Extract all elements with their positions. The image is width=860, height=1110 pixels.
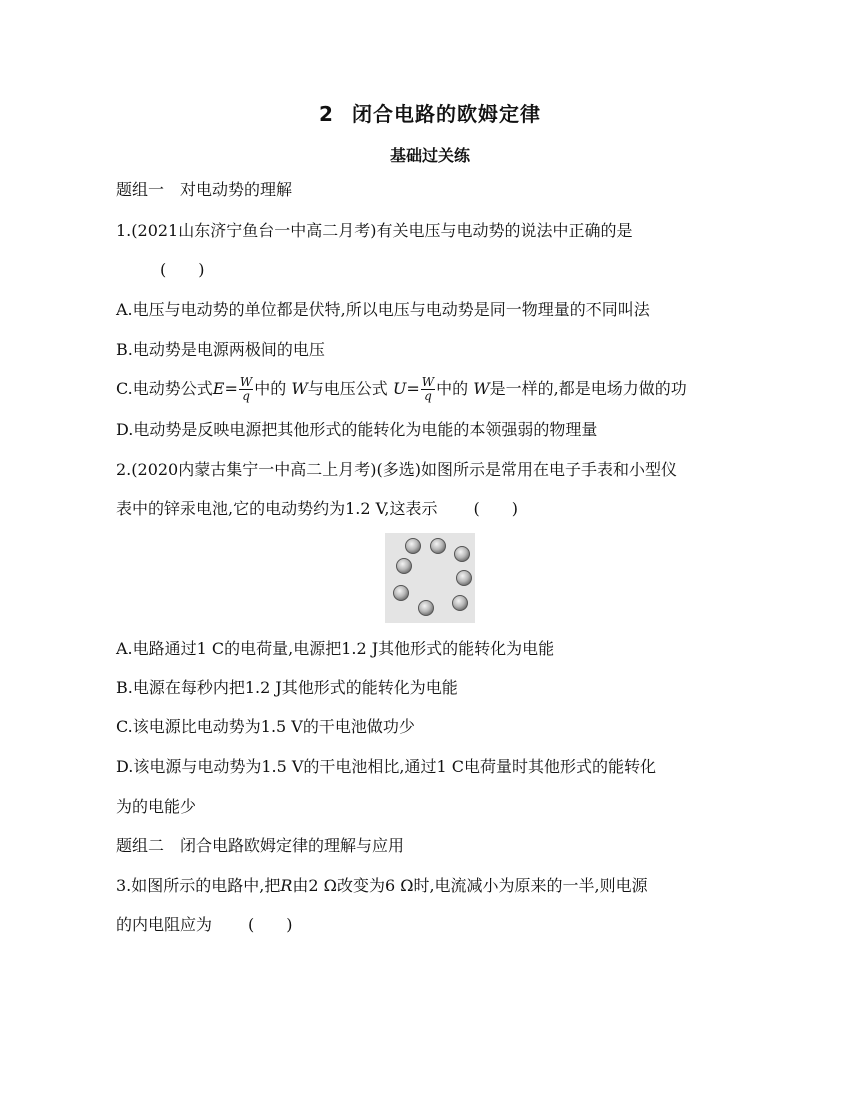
page-title — [0, 98, 860, 127]
q1-option-c-text2: 中的 — [254, 379, 287, 398]
var-r: R — [280, 876, 293, 895]
group1-label: 题组一 — [116, 180, 165, 199]
fraction-w-over-q-2 — [421, 376, 435, 403]
fraction-denominator: q — [242, 389, 250, 403]
battery-cell — [452, 595, 468, 611]
var-w-2: W — [473, 379, 490, 398]
q2-stem-line1: 2.(2020内蒙古集宁一中高二上月考)(多选)如图所示是常用在电子手表和小型仪 — [116, 460, 677, 479]
battery-cell — [454, 546, 470, 562]
fraction-denominator: q — [424, 389, 432, 403]
q1-option-a: A.电压与电动势的单位都是伏特,所以电压与电动势是同一物理量的不同叫法 — [116, 300, 650, 319]
section-title: 闭合电路的欧姆定律 — [351, 102, 541, 126]
formula-e-var: E= — [212, 379, 238, 398]
battery-cell — [430, 538, 446, 554]
battery-cell — [396, 558, 412, 574]
q2-option-d-line1: D.该电源与电动势为1.5 V的干电池相比,通过1 C电荷量时其他形式的能转化 — [116, 757, 657, 776]
q2-stem-line2 — [116, 497, 756, 521]
q1-option-c-text1: C.电动势公式 — [116, 379, 213, 398]
q3-answer-bracket: ( ) — [248, 915, 293, 934]
group2-label: 题组二 — [116, 836, 165, 855]
q2-option-d-line2: 为的电能少 — [116, 797, 197, 816]
q3-stem-text2: 由2 Ω改变为6 Ω时,电流减小为原来的一半,则电源 — [292, 876, 648, 895]
section-number: 2 — [319, 102, 334, 126]
group2-heading — [116, 834, 756, 858]
subtitle: 基础过关练 — [389, 146, 470, 165]
q3-stem-line2-text: 的内电阻应为 — [116, 915, 213, 934]
q1-stem: 1.(2021山东济宁鱼台一中高二月考)有关电压与电动势的说法中正确的是 — [116, 221, 633, 240]
q2-option-c: C.该电源比电动势为1.5 V的干电池做功少 — [116, 717, 415, 736]
q2-stem-line2-text: 表中的锌汞电池,它的电动势约为1.2 V,这表示 — [116, 499, 438, 518]
q1-option-c-text5: 是一样的,都是电场力做的功 — [489, 379, 687, 398]
q3-stem-line2 — [116, 913, 756, 937]
q1-option-c-text3: 与电压公式 — [307, 379, 388, 398]
q2-answer-bracket: ( ) — [473, 499, 518, 518]
q2-option-a: A.电路通过1 C的电荷量,电源把1.2 J其他形式的能转化为电能 — [116, 639, 555, 658]
formula-u-var: U= — [392, 379, 420, 398]
q1-option-c-text4: 中的 — [436, 379, 469, 398]
q1-option-c — [116, 376, 756, 403]
battery-cell — [456, 570, 472, 586]
battery-cell — [418, 600, 434, 616]
fraction-w-over-q-1 — [239, 376, 253, 403]
fraction-numerator: W — [239, 375, 253, 389]
battery-cell — [393, 585, 409, 601]
q1-answer-bracket: ( ) — [160, 260, 205, 279]
q3-stem-text1: 3.如图所示的电路中,把 — [116, 876, 281, 895]
q1-option-b: B.电动势是电源两极间的电压 — [116, 340, 325, 359]
button-cell-batteries-photo — [385, 533, 475, 623]
group1-topic: 对电动势的理解 — [180, 180, 293, 199]
battery-cell — [405, 538, 421, 554]
fraction-numerator: W — [421, 375, 435, 389]
group2-topic: 闭合电路欧姆定律的理解与应用 — [180, 836, 405, 855]
q3-stem-line1 — [116, 874, 756, 898]
var-w-1: W — [291, 379, 308, 398]
q2-option-b: B.电源在每秒内把1.2 J其他形式的能转化为电能 — [116, 678, 458, 697]
q1-option-d: D.电动势是反映电源把其他形式的能转化为电能的本领强弱的物理量 — [116, 420, 598, 439]
group1-heading — [116, 178, 756, 202]
